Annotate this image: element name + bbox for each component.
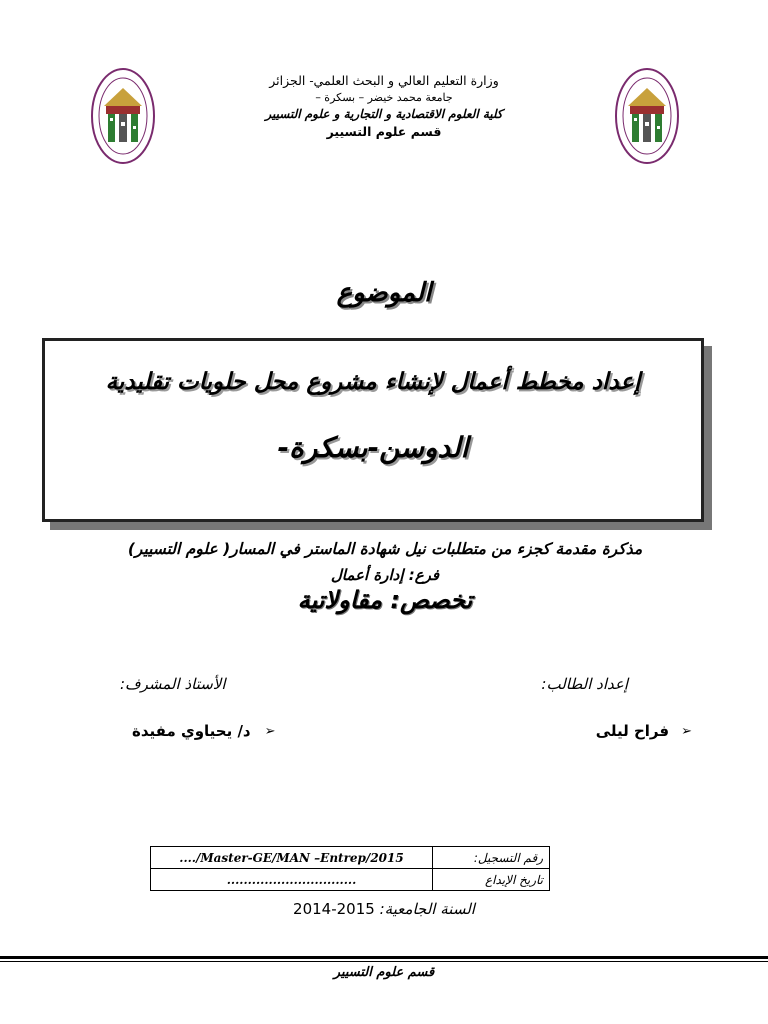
table-row <box>151 869 550 891</box>
ministry-name: وزارة التعليم العالي و البحث العلمي- الجزائر <box>269 73 499 88</box>
deposit-date-label: تاريخ الإيداع <box>433 869 550 891</box>
registration-table <box>150 846 550 891</box>
supervisor-name: د/ يحياوي مفيدة <box>132 722 251 740</box>
bullet-arrow-icon: ➢ <box>264 723 276 739</box>
student-label: إعداد الطالب: <box>541 675 628 693</box>
student-entry <box>596 722 692 740</box>
institution-header <box>140 72 628 140</box>
student-name: فراح ليلى <box>595 722 670 740</box>
footer-divider <box>0 956 768 959</box>
registration-number-label: رقم التسجيل: <box>433 847 550 869</box>
department-name: قسم علوم التسيير <box>326 124 442 139</box>
thesis-title-line2: الدوسن-بسكرة- <box>277 431 469 464</box>
supervisor-entry <box>132 722 276 740</box>
academic-year-value: 2014-2015 <box>293 900 375 918</box>
deposit-date-value: ............................... <box>151 869 433 891</box>
bullet-arrow-icon: ➢ <box>681 723 692 739</box>
memo-branch: فرع: إدارة أعمال <box>330 566 440 584</box>
subject-label: الموضوع <box>336 278 432 308</box>
academic-year <box>0 900 768 918</box>
footer-divider-thin <box>0 961 768 962</box>
title-frame <box>42 338 704 522</box>
academic-year-label: السنة الجامعية: <box>379 900 475 918</box>
thesis-title-line1: إعداد مخطط أعمال لإنشاء مشروع محل حلويات تقليدية <box>105 369 641 395</box>
university-name: جامعة محمد خيضر – بسكرة – <box>315 91 453 104</box>
footer-department: قسم علوم التسيير <box>333 965 435 980</box>
table-row <box>151 847 550 869</box>
memo-specialty: تخصص: مقاولاتية <box>297 586 473 614</box>
faculty-name: كلية العلوم الاقتصادية و التجارية و علوم التسيير <box>265 107 503 121</box>
memo-description: مذكرة مقدمة كجزء من متطلبات نيل شهادة الماستر في المسار( علوم التسيير) <box>127 540 643 558</box>
supervisor-label: الأستاذ المشرف: <box>120 675 226 693</box>
registration-number-value: ..../Master-GE/MAN –Entrep/2015 <box>151 847 433 869</box>
